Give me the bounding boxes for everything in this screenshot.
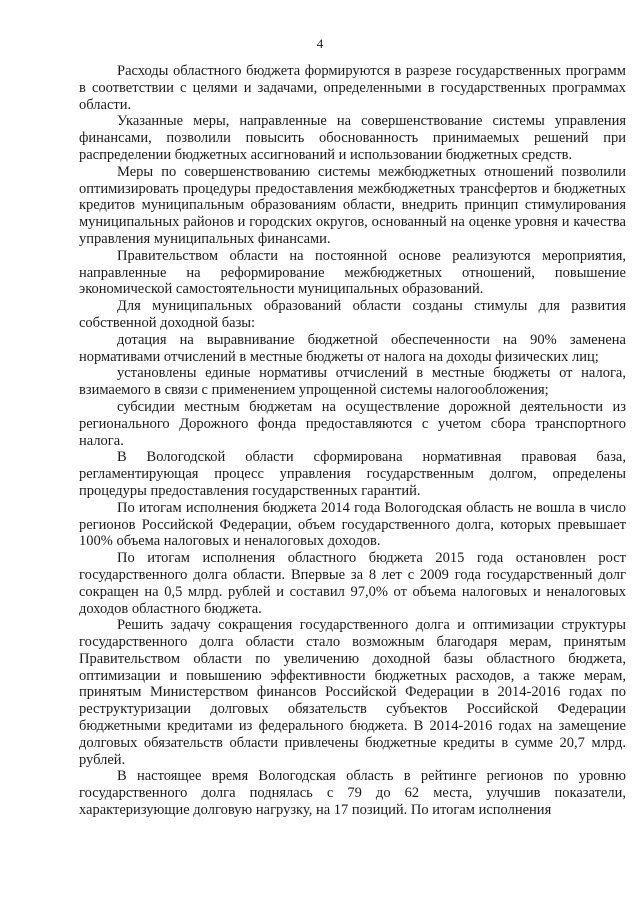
paragraph-stimuli-intro: Для муниципальных образований области созданы стимулы для развития собственной доходной базы: bbox=[79, 298, 626, 331]
paragraph-2015-results: По итогам исполнения областного бюджета 2015 года остановлен рост государственного долга области. Впервые за 8 лет с 2009 года государственный долг сокращен на 0,5 млрд. рублей и составил 97,0% от объема налоговых и неналоговых доходов областного бюджета. bbox=[79, 550, 626, 617]
paragraph-debt-rating: В настоящее время Вологодская область в рейтинге регионов по уровню государственного долга поднялась с 79 до 62 места, улучшив показатели, характеризующие долговую нагрузку, на 17 позиций. По итогам исполнения bbox=[79, 768, 626, 819]
paragraph-budget-expenditures: Расходы областного бюджета формируются в разрезе государственных программ в соответствии с целями и задачами, определенными в государственных программах области. bbox=[79, 63, 626, 113]
page-number: 4 bbox=[316, 36, 324, 51]
paragraph-debt-reduction: Решить задачу сокращения государственного долга и оптимизации структуры государственного долга области стало возможным благодаря мерам, принятым Правительством области по увеличению доходной базы областного бюджета, оптимизации и повышению эффективности бюджетных расходов, а также мерам, принятым Министерством финансов Российской Федерации в 2014-2016 годах по реструктуризации долговых обязательств субъектов Российской Федерации бюджетными кредитами из федерального бюджета. В 2014-2016 годах на замещение долговых обязательств области привлечены бюджетные кредиты в сумме 20,7 млрд. рублей. bbox=[79, 617, 626, 768]
paragraph-finance-management: Указанные меры, направленные на совершенствование системы управления финансами, позволили повысить обоснованность принимаемых решений при распределении бюджетных ассигнований и использовании бюджетных средств. bbox=[79, 113, 626, 163]
paragraph-interbudget-relations: Меры по совершенствованию системы межбюджетных отношений позволили оптимизировать процедуры предоставления межбюджетных трансфертов и бюджетных кредитов муниципальным образованиям области, внедрить принцип стимулирования муниципальных районов и городских округов, основанный на оценке уровня и качества управления муниципальных финансами. bbox=[79, 163, 626, 247]
paragraph-debt-regulation: В Вологодской области сформирована нормативная правовая база, регламентирующая процесс управления государственным долгом, определены процедуры предоставления государственных гарантий. bbox=[79, 449, 626, 499]
paragraph-subsidy-replacement: дотация на выравнивание бюджетной обеспеченности на 90% заменена нормативами отчислений в местные бюджеты от налога на доходы физических лиц; bbox=[79, 331, 626, 365]
paragraph-road-fund: субсидии местным бюджетам на осуществление дорожной деятельности из регионального Дорожного фонда предоставляются с учетом сбора транспортного налога. bbox=[79, 398, 626, 449]
document-body bbox=[79, 63, 626, 819]
paragraph-unified-norms: установлены единые нормативы отчислений в местные бюджеты от налога, взимаемого в связи с применением упрощенной системы налогообложения; bbox=[79, 365, 626, 399]
paragraph-2014-results: По итогам исполнения бюджета 2014 года Вологодская область не вошла в число регионов Российской Федерации, объем государственного долга, которых превышает 100% объема налоговых и неналоговых доходов. bbox=[79, 499, 626, 550]
paragraph-government-measures: Правительством области на постоянной основе реализуются мероприятия, направленные на реформирование межбюджетных отношений, повышение экономической самостоятельности муниципальных образований. bbox=[79, 247, 626, 298]
